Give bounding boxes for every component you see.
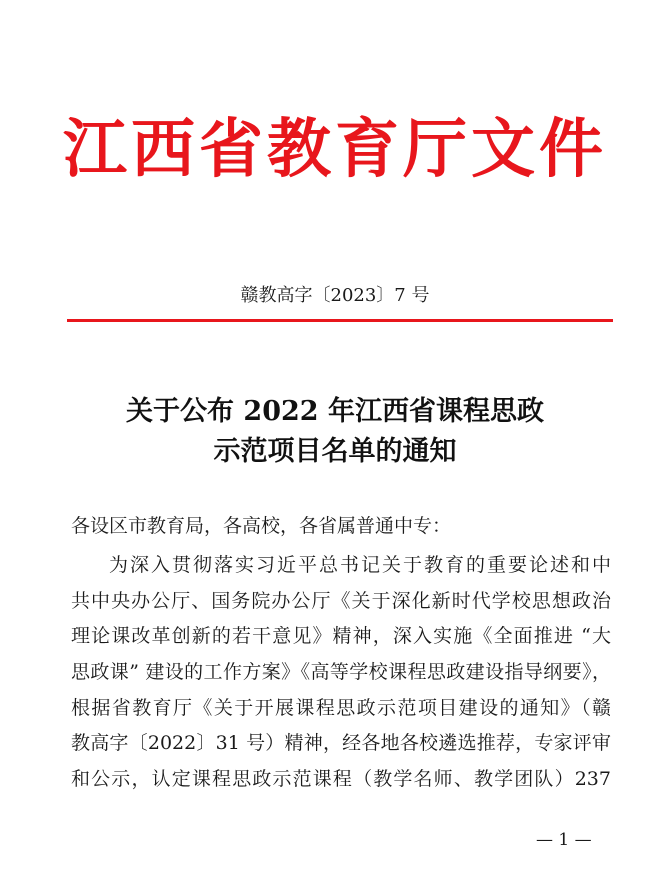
document-number: 赣教高字〔2023〕7 号 <box>240 285 430 306</box>
body-line: 共中央办公厅、国务院办公厅《关于深化新时代学校思想政治 <box>71 589 611 612</box>
body-text <box>71 548 611 798</box>
page-number: — 1 — <box>536 830 592 850</box>
notice-title <box>0 392 670 472</box>
body-line: 思政课” 建设的工作方案》《高等学校课程思政建设指导纲要》， <box>71 661 611 684</box>
body-line: 为深入贯彻落实习近平总书记关于教育的重要论述和中 <box>109 554 611 576</box>
notice-title-line-1: 关于公布 2022 年江西省课程思政 <box>126 396 544 427</box>
issuer-title: 江西省教育厅文件 <box>63 112 607 187</box>
red-divider-line <box>67 319 613 322</box>
addressee-line: 各设区市教育局，各高校，各省属普通中专： <box>71 515 452 537</box>
body-line: 和公示，认定课程思政示范课程（教学名师、教学团队）237 <box>71 768 611 791</box>
notice-title-line-2: 示范项目名单的通知 <box>213 436 457 467</box>
body-line: 教高字〔2022〕31 号）精神，经各地各校遴选推荐，专家评审 <box>71 732 611 755</box>
body-line: 理论课改革创新的若干意见》精神，深入实施《全面推进 “大 <box>71 625 611 648</box>
body-line: 根据省教育厅《关于开展课程思政示范项目建设的通知》（赣 <box>71 696 611 719</box>
